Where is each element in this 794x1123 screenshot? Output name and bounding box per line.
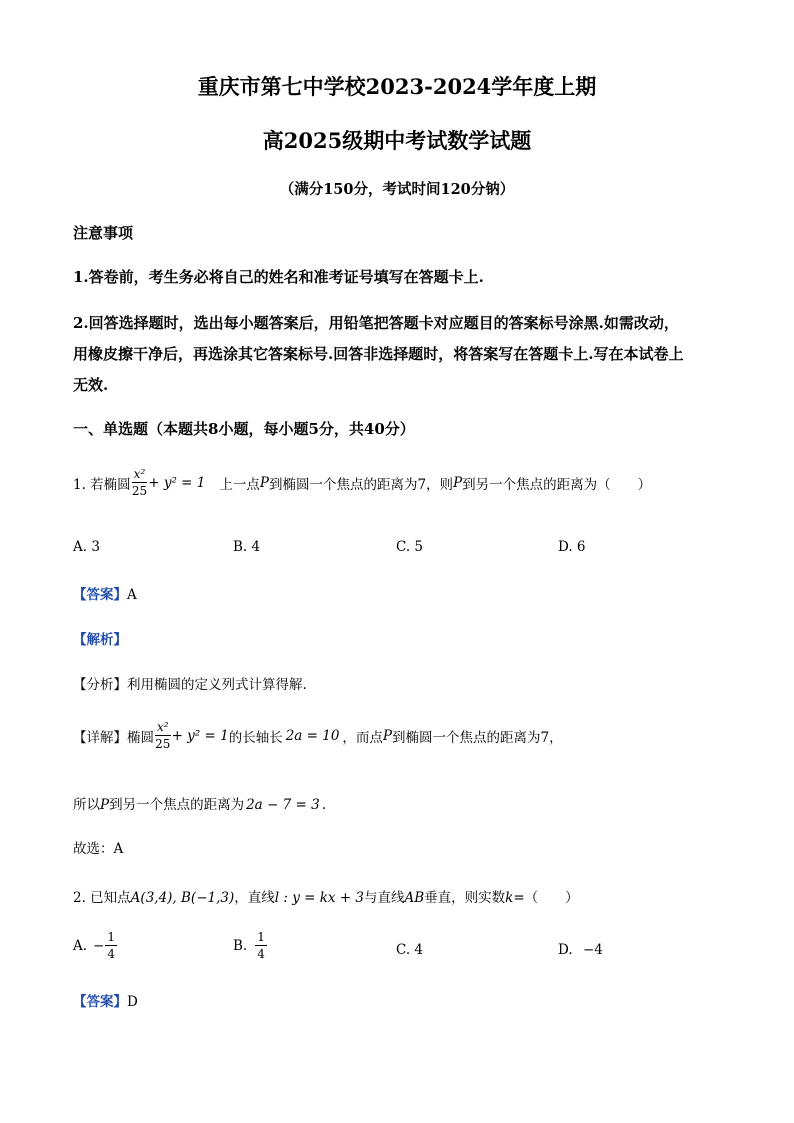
q2-opt-b-num: 1 <box>257 930 265 944</box>
q2-opt-a-label: A. <box>73 937 88 954</box>
q1-ellipse-fraction <box>132 468 148 497</box>
q1-xj-den: 25 <box>155 737 171 751</box>
q1-analysis-label: 【解析】 <box>73 632 127 648</box>
q1-option-c: C. 5 <box>396 539 424 555</box>
q2-option-c: C. 4 <box>396 942 424 958</box>
q1-text-b: 到椭圆一个焦点的距离为7，则 <box>268 476 454 493</box>
q2-opt-b-den: 4 <box>257 947 265 961</box>
q2-option-d <box>558 942 603 958</box>
q1-xj-a: 椭圆 <box>127 729 154 746</box>
q1-xj-eq2: 2a = 10 <box>285 727 340 744</box>
q1-xj-b: 的长轴长 <box>228 729 283 746</box>
q1-xj-p: P <box>382 727 393 744</box>
q2-opt-a-sign: − <box>93 937 105 954</box>
section-heading: 一、单选题（本题共8小题，每小题5分，共40分） <box>73 420 415 438</box>
q1-analysis-tag <box>73 628 127 648</box>
q1-line2-a: 所以 <box>73 797 100 813</box>
q1-conclusion <box>73 793 326 813</box>
q1-option-b: B. 4 <box>233 539 261 555</box>
note-item-2-line1: 2.回答选择题时，选出每小题答案后，用铅笔把答题卡对应题目的答案标号涂黑.如需改动， <box>73 314 679 332</box>
q1-frac-den: 25 <box>131 484 148 498</box>
q1-line2-c: . <box>321 797 326 813</box>
q1-xj-eq: + y² = 1 <box>171 727 229 744</box>
q2-opt-d-value: −4 <box>582 942 603 958</box>
q2-opt-b-label: B. <box>233 937 248 954</box>
q1-prefix: 1. 若椭圆 <box>73 476 131 493</box>
q2-ab: AB <box>404 890 425 906</box>
q2-opt-a-den: 4 <box>107 947 115 961</box>
q1-line2-eq: 2a − 7 = 3 <box>246 797 320 813</box>
note-item-1: 1.答卷前，考生务必将自己的姓名和准考证号填写在答题卡上. <box>73 268 484 286</box>
q1-text-a: 上一点 <box>219 476 260 493</box>
q1-var-p2: P <box>453 474 463 491</box>
q2-option-a <box>73 931 118 960</box>
q1-fenxi-tag: 【分析】 <box>73 677 127 693</box>
q1-line2-p: P <box>100 797 110 813</box>
notes-heading: 注意事项 <box>73 224 134 242</box>
q1-fenxi-text: 利用椭圆的定义列式计算得解. <box>127 677 307 693</box>
q1-line2-b: 到另一个焦点的距离为 <box>109 797 245 813</box>
q1-xj-fraction <box>155 721 171 750</box>
subtitle: （满分150分，考试时间120分钠） <box>279 181 515 198</box>
q1-fenxi <box>73 673 307 693</box>
q2-opt-b-fraction <box>255 931 267 960</box>
q1-text-c: 到另一个焦点的距离为（ ） <box>462 476 652 493</box>
q2-text-d: =（ ） <box>513 890 579 906</box>
q1-frac-num: x² <box>133 467 146 481</box>
q2-opt-a-fraction <box>105 931 117 960</box>
q2-text-c: 垂直，则实数 <box>424 890 506 906</box>
q1-eq-rest: + y² = 1 <box>148 474 206 491</box>
q1-answer-value: A <box>127 587 137 603</box>
q2-opt-a-num: 1 <box>107 930 115 944</box>
q1-xj-num: x² <box>157 720 169 734</box>
question-1 <box>73 468 651 497</box>
q2-points: A(3,4), B(−1,3) <box>130 890 235 906</box>
q2-answer-value: D <box>127 994 138 1010</box>
q1-option-d: D. 6 <box>558 539 586 555</box>
q2-option-b <box>233 931 268 960</box>
q1-xj-c: ，而点 <box>342 729 383 746</box>
q2-text-b: 与直线 <box>364 890 405 906</box>
title-line2: 高2025级期中考试数学试题 <box>262 128 532 153</box>
q1-xiangjie-tag: 【详解】 <box>73 729 127 746</box>
q2-k: k <box>505 890 514 906</box>
q1-choose: 故选：A <box>73 841 124 857</box>
q1-var-p: P <box>259 474 269 491</box>
q1-xiangjie <box>73 721 563 750</box>
q1-xj-d: 到椭圆一个焦点的距离为7， <box>392 729 563 746</box>
note-item-2-line3: 无效. <box>73 376 109 394</box>
q2-opt-d-label: D. <box>558 942 573 958</box>
title-line1: 重庆市第七中学校2023-2024学年度上期 <box>197 74 597 99</box>
q1-answer-tag: 【答案】 <box>73 587 127 603</box>
note-item-2-line2: 用橡皮擦干净后，再选涂其它答案标号.回答非选择题时，将答案写在答题卡上.写在本试卷上 <box>73 345 684 363</box>
q2-text-a: ，直线 <box>234 890 275 906</box>
q2-line-eq: l : y = kx + 3 <box>274 890 364 906</box>
q1-answer <box>73 583 137 603</box>
question-2 <box>73 886 579 906</box>
q1-option-a: A. 3 <box>73 539 100 555</box>
q2-answer <box>73 990 138 1010</box>
q2-prefix: 2. 已知点 <box>73 890 131 906</box>
q2-answer-tag: 【答案】 <box>73 994 127 1010</box>
